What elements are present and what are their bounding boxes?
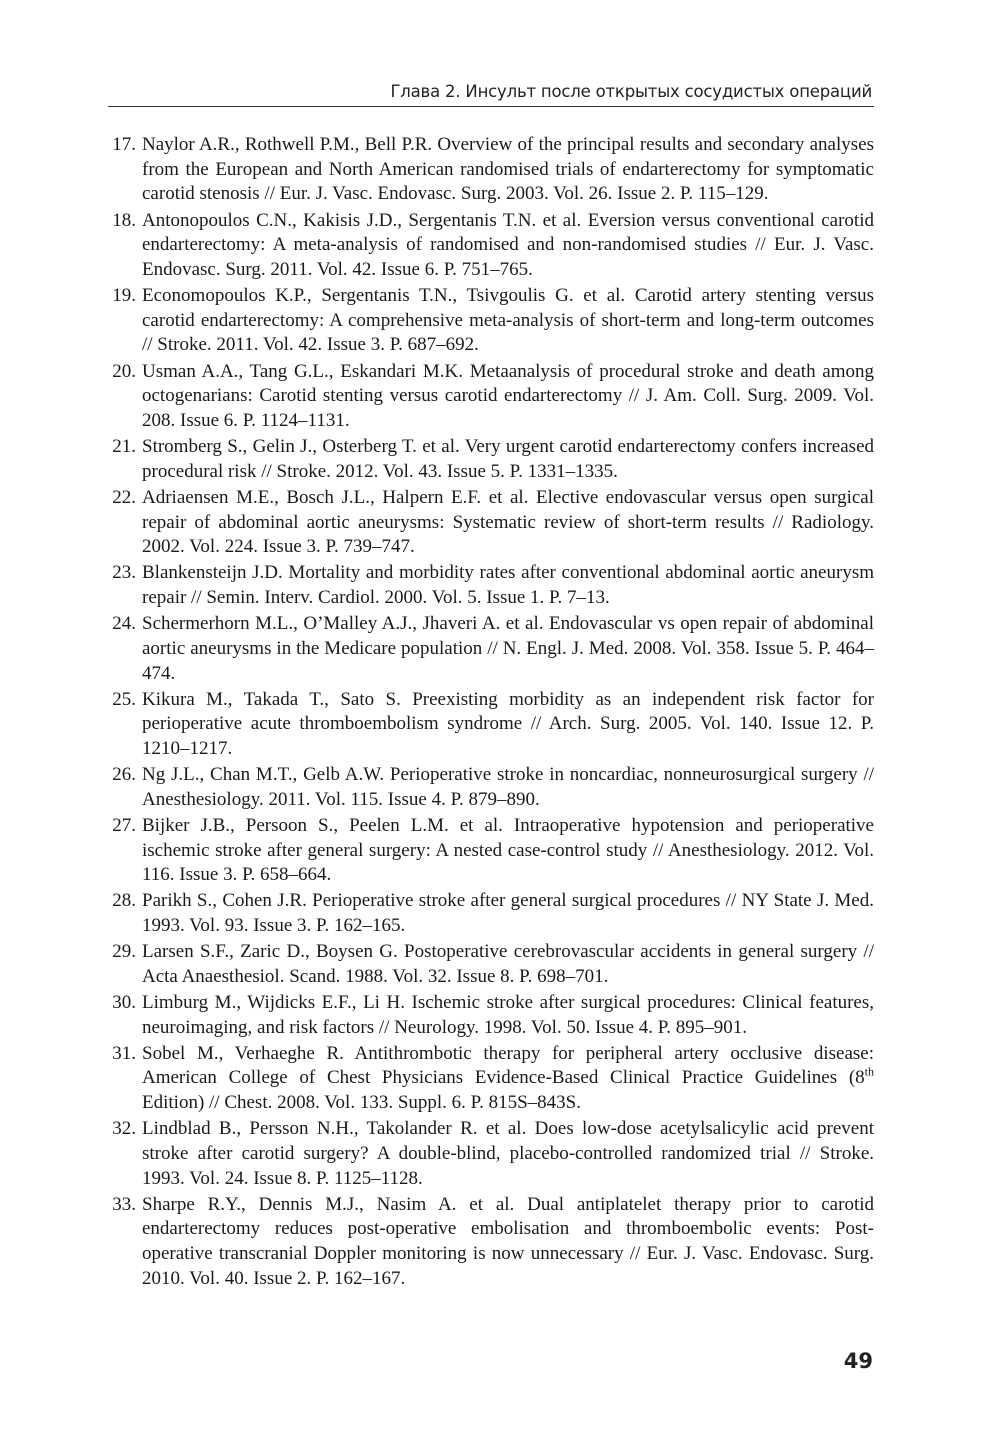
reference-item xyxy=(108,991,874,1040)
reference-number: 23. xyxy=(112,562,136,584)
reference-text: Usman A.A., Tang G.L., Eskandari M.K. Metaanalysis of procedural stroke and death among octogenarians: Carotid stenting versus carotid endarterectomy // J. Am. Coll. Surg. 2009. Vol. 208. Issue 6. P. 1124–1131. xyxy=(142,360,874,431)
reference-text: Stromberg S., Gelin J., Osterberg T. et al. Very urgent carotid endarterectomy confers increased procedural risk // Stroke. 2012. Vol. 43. Issue 5. P. 1331–1335. xyxy=(142,436,874,482)
edition-superscript: th xyxy=(864,1065,874,1080)
reference-text: Larsen S.F., Zaric D., Boysen G. Postoperative cerebrovascular accidents in general surgery // Acta Anaesthesiol. Scand. 1988. Vol. 32. Issue 8. P. 698–701. xyxy=(142,941,874,987)
reference-text: Kikura M., Takada T., Sato S. Preexisting morbidity as an independent risk factor for perioperative acute thromboembolism syndrome // Arch. Surg. 2005. Vol. 140. Issue 12. P. 1210–1217. xyxy=(142,688,874,759)
reference-number: 32. xyxy=(112,1118,136,1140)
reference-number: 33. xyxy=(112,1193,136,1215)
reference-item xyxy=(108,486,874,560)
reference-item xyxy=(108,1117,874,1191)
reference-item xyxy=(108,133,874,207)
reference-number: 30. xyxy=(112,991,136,1013)
reference-text: Antonopoulos C.N., Kakisis J.D., Sergentanis T.N. et al. Eversion versus conventional carotid endarterectomy: A meta-analysis of randomised and non-randomised studies // Eur. J. Vasc. Endovasc. Surg. 2011. Vol. 42. Issue 6. P. 751–765. xyxy=(142,209,874,280)
reference-item xyxy=(108,1042,874,1116)
reference-text: Bijker J.B., Persoon S., Peelen L.M. et al. Intraoperative hypotension and perioperative ischemic stroke after general surgery: A nested case-control study // Anesthesiology. 2012. Vol. 116. Issue 3. P. 658–664. xyxy=(142,814,874,886)
reference-item xyxy=(108,435,874,484)
reference-item xyxy=(108,814,874,888)
running-header xyxy=(108,80,874,107)
reference-number: 28. xyxy=(112,890,136,912)
reference-number: 22. xyxy=(112,486,136,508)
reference-number: 20. xyxy=(112,360,136,382)
reference-text-part: Edition) // Chest. 2008. Vol. 133. Suppl. 6. P. 815S–843S. xyxy=(142,1092,582,1114)
reference-number: 25. xyxy=(112,688,136,710)
reference-item xyxy=(108,889,874,938)
reference-number: 24. xyxy=(112,613,136,635)
reference-number: 19. xyxy=(112,285,136,306)
reference-text: Ng J.L., Chan M.T., Gelb A.W. Perioperative stroke in noncardiac, nonneurosurgical surgery // Anesthesiology. 2011. Vol. 115. Issue 4. P. 879–890. xyxy=(142,764,874,810)
reference-item xyxy=(108,209,874,283)
reference-number: 17. xyxy=(112,134,136,155)
reference-number: 18. xyxy=(112,209,136,231)
reference-text: Blankensteijn J.D. Mortality and morbidity rates after conventional abdominal aortic aneurysm repair // Semin. Interv. Cardiol. 2000. Vol. 5. Issue 1. P. 7–13. xyxy=(142,562,874,608)
reference-text: Naylor A.R., Rothwell P.M., Bell P.R. Overview of the principal results and secondary analyses from the European and North American randomised trials of endarterectomy for symptomatic carotid stenosis // Eur. J. Vasc. Endovasc. Surg. 2003. Vol. 26. Issue 2. P. 115–129. xyxy=(142,134,874,205)
reference-text: Sharpe R.Y., Dennis M.J., Nasim A. et al. Dual antiplatelet therapy prior to carotid endarterectomy reduces post-operative embolisation and thromboembolic events: Post-operative transcranial Doppler monitoring is now unnecessary // Eur. J. Vasc. Endovasc. Surg. 2010. Vol. 40. Issue 2. P. 162–167. xyxy=(142,1193,874,1289)
reference-text: Adriaensen M.E., Bosch J.L., Halpern E.F. et al. Elective endovascular versus open surgical repair of abdominal aortic aneurysms: Systematic review of short-term results // Radiology. 2002. Vol. 224. Issue 3. P. 739–747. xyxy=(142,486,874,558)
reference-text: Schermerhorn M.L., O’Malley A.J., Jhaveri A. et al. Endovascular vs open repair of abdominal aortic aneurysms in the Medicare population // N. Engl. J. Med. 2008. Vol. 358. Issue 5. P. 464–474. xyxy=(142,613,874,684)
reference-item xyxy=(108,763,874,812)
reference-number: 31. xyxy=(112,1042,136,1064)
reference-text: Limburg M., Wijdicks E.F., Li H. Ischemic stroke after surgical procedures: Clinical features, neuroimaging, and risk factors // Neurology. 1998. Vol. 50. Issue 4. P. 895–901. xyxy=(142,991,874,1038)
reference-number: 29. xyxy=(112,941,136,963)
reference-item xyxy=(108,284,874,358)
reference-list xyxy=(108,133,874,1293)
reference-item xyxy=(108,688,874,762)
reference-text: Lindblad B., Persson N.H., Takolander R. et al. Does low-dose acetylsalicylic acid prevent stroke after carotid surgery? A double-blind, placebo-controlled randomized trial // Stroke. 1993. Vol. 24. Issue 8. P. 1125–1128. xyxy=(142,1118,874,1189)
reference-item xyxy=(108,940,874,989)
reference-number: 27. xyxy=(112,814,136,836)
reference-text-part: Sobel M., Verhaeghe R. Antithrombotic therapy for peripheral artery occlusive disease: American College of Chest Physicians Evidence-Based Clinical Practice Guidelines (8 xyxy=(142,1042,874,1089)
reference-text: Parikh S., Cohen J.R. Perioperative stroke after general surgical procedures // NY State J. Med. 1993. Vol. 93. Issue 3. P. 162–165. xyxy=(142,890,874,937)
reference-item xyxy=(108,561,874,610)
reference-number: 21. xyxy=(112,436,136,457)
reference-item xyxy=(108,1193,874,1292)
reference-number: 26. xyxy=(112,764,136,786)
running-title: Глава 2. Инсульт после открытых сосудистых операций xyxy=(390,82,872,101)
page-number: 49 xyxy=(843,1349,873,1373)
reference-item xyxy=(108,612,874,686)
reference-text: Economopoulos K.P., Sergentanis T.N., Tsivgoulis G. et al. Carotid artery stenting versus carotid endarterectomy: A comprehensive meta-analysis of short-term and long-term outcomes // Stroke. 2011. Vol. 42. Issue 3. P. 687–692. xyxy=(142,285,874,356)
reference-item xyxy=(108,360,874,434)
reference-text xyxy=(142,1043,874,1113)
